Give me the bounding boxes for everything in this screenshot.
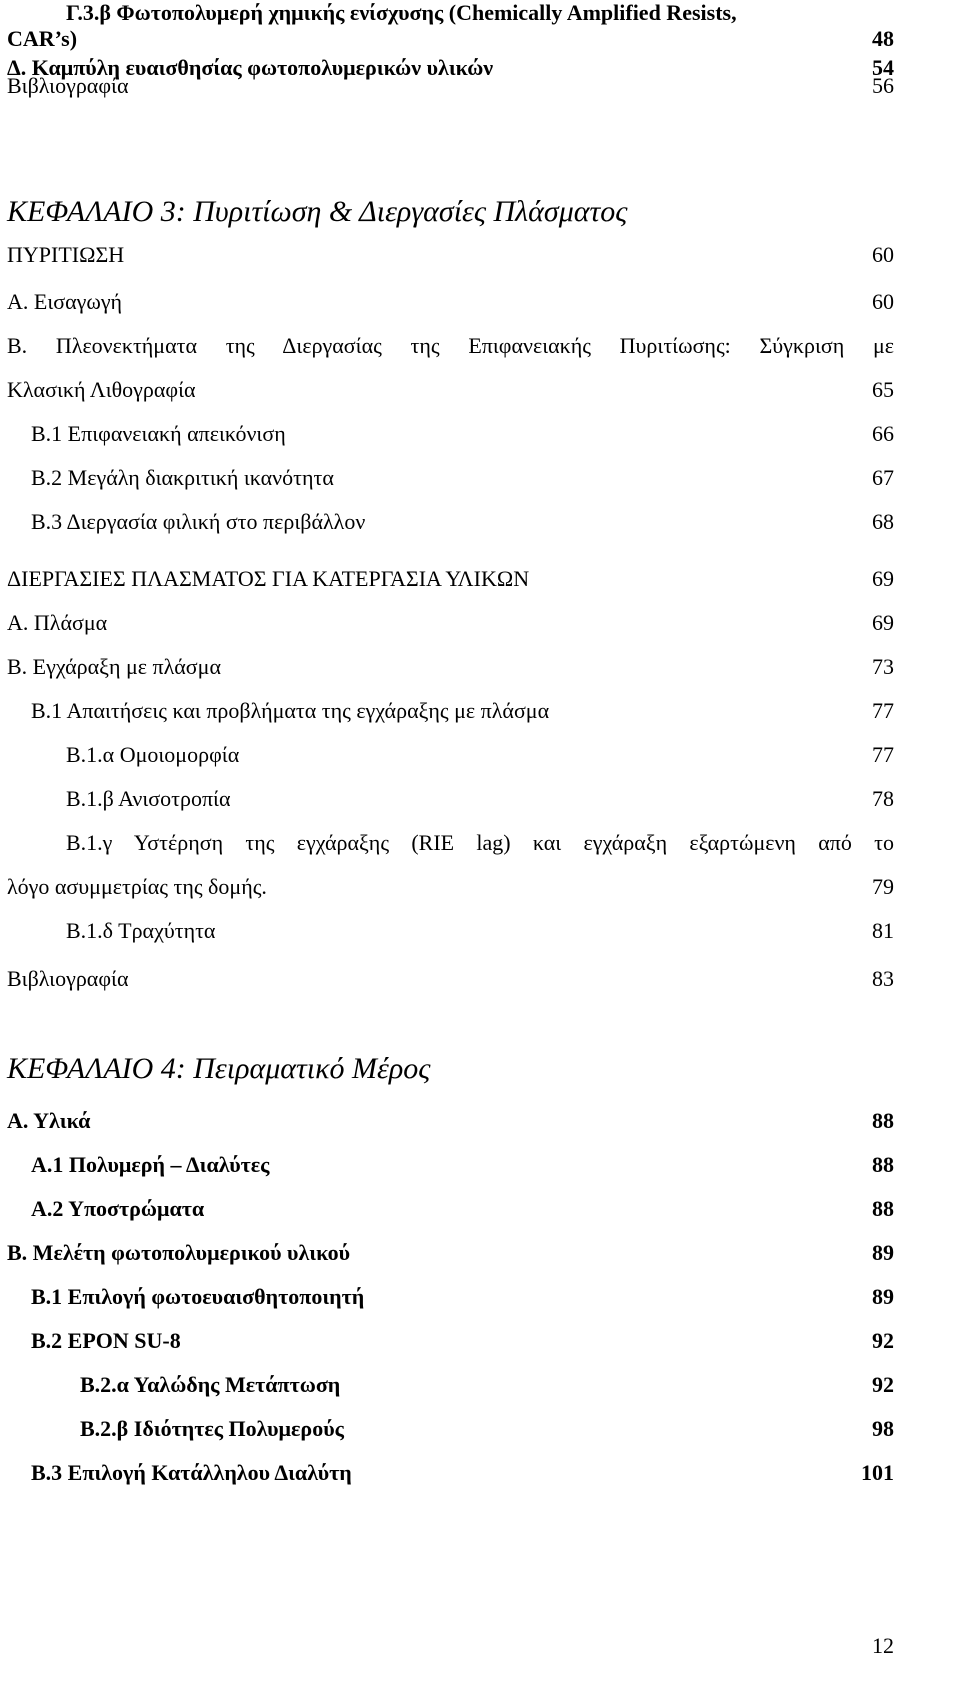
toc-entry-title: Κλασική Λιθογραφία bbox=[7, 377, 196, 402]
toc-page-number: 78 bbox=[872, 786, 894, 811]
toc-entry-title: Α.1 Πολυμερή – Διαλύτες bbox=[31, 1152, 270, 1177]
toc-page-number: 77 bbox=[872, 698, 894, 723]
toc-entry-title: Β.3 Επιλογή Κατάλληλου Διαλύτη bbox=[31, 1460, 352, 1485]
toc-entry-title: Δ. Καμπύλη ευαισθησίας φωτοπολυμερικών υλικών bbox=[7, 55, 494, 80]
toc-entry-title: Β.2.α Υαλώδης Μετάπτωση bbox=[80, 1372, 341, 1397]
toc-entry-title: Βιβλιογραφία bbox=[7, 966, 129, 991]
toc-entry-title: Γ.3.β Φωτοπολυμερή χημικής ενίσχυσης (Chemically Amplified Resists, bbox=[66, 0, 737, 25]
toc-page-number: 88 bbox=[872, 1152, 894, 1177]
toc-entry-advantages-line1: Β. Πλεονεκτήματα της Διεργασίας της Επιφανειακής Πυριτίωσης: Σύγκριση με bbox=[7, 333, 894, 358]
toc-page-number: 88 bbox=[872, 1196, 894, 1221]
toc-page-number: 77 bbox=[872, 742, 894, 767]
toc-page-number: 60 bbox=[872, 289, 894, 314]
toc-page-number: 66 bbox=[872, 421, 894, 446]
toc-page-number: 89 bbox=[872, 1284, 894, 1309]
toc-page-number: 83 bbox=[872, 966, 894, 991]
toc-entry-rie-lag-line1: Β.1.γ Υστέρηση της εγχάραξης (RIE lag) και εγχάραξη εξαρτώμενη από το bbox=[66, 830, 894, 855]
toc-entry-title: λόγο ασυμμετρίας της δομής. bbox=[7, 874, 267, 899]
toc-entry-title: Β.2.β Ιδιότητες Πολυμερούς bbox=[80, 1416, 344, 1441]
toc-entry-title: Β. Εγχάραξη με πλάσμα bbox=[7, 654, 221, 679]
toc-entry-title: Β.1.α Ομοιομορφία bbox=[66, 742, 240, 767]
toc-entry-title: Β.1.β Ανισοτροπία bbox=[66, 786, 231, 811]
toc-entry-title: Β.1.δ Τραχύτητα bbox=[66, 918, 216, 943]
toc-page-number: 92 bbox=[872, 1328, 894, 1353]
toc-entry-title: Β.3 Διεργασία φιλική στο περιβάλλον bbox=[31, 509, 366, 534]
toc-entry-title: ΠΥΡΙΤΙΩΣΗ bbox=[7, 242, 125, 267]
toc-page-number: 54 bbox=[872, 55, 894, 80]
toc-page-number: 48 bbox=[872, 26, 894, 51]
toc-page-number: 92 bbox=[872, 1372, 894, 1397]
toc-entry-title: Β.1 Απαιτήσεις και προβλήματα της εγχάραξης με πλάσμα bbox=[31, 698, 550, 723]
chapter-4-heading: ΚΕΦΑΛΑΙΟ 4: Πειραματικό Μέρος bbox=[7, 1052, 431, 1085]
toc-page-number: 73 bbox=[872, 654, 894, 679]
toc-page-number: 65 bbox=[872, 377, 894, 402]
toc-page-number: 79 bbox=[872, 874, 894, 899]
toc-page-number: 56 bbox=[872, 73, 894, 98]
toc-entry-title: Α.2 Υποστρώματα bbox=[31, 1196, 205, 1221]
toc-entry-title: Α. Υλικά bbox=[7, 1108, 91, 1133]
page-number: 12 bbox=[872, 1633, 894, 1658]
toc-page-number: 81 bbox=[872, 918, 894, 943]
toc-entry-title: Β.1 Επιλογή φωτοευαισθητοποιητή bbox=[31, 1284, 365, 1309]
toc-entry-title: ΔΙΕΡΓΑΣΙΕΣ ΠΛΑΣΜΑΤΟΣ ΓΙΑ ΚΑΤΕΡΓΑΣΙΑ ΥΛΙΚΩΝ bbox=[7, 566, 530, 591]
toc-entry-title: Β.1 Επιφανειακή απεικόνιση bbox=[31, 421, 286, 446]
toc-entry-title: Βιβλιογραφία bbox=[7, 73, 129, 98]
toc-page-number: 98 bbox=[872, 1416, 894, 1441]
toc-entry-title: CAR’s) bbox=[7, 26, 78, 51]
toc-page-number: 101 bbox=[861, 1460, 894, 1485]
toc-entry-title: Β. Μελέτη φωτοπολυμερικού υλικού bbox=[7, 1240, 351, 1265]
chapter-3-heading: ΚΕΦΑΛΑΙΟ 3: Πυριτίωση & Διεργασίες Πλάσματος bbox=[7, 195, 628, 228]
toc-page-number: 69 bbox=[872, 610, 894, 635]
toc-entry-title: Α. Πλάσμα bbox=[7, 610, 108, 635]
toc-entry-title: Α. Εισαγωγή bbox=[7, 289, 123, 314]
toc-page-number: 89 bbox=[872, 1240, 894, 1265]
toc-page-number: 60 bbox=[872, 242, 894, 267]
toc-page-number: 68 bbox=[872, 509, 894, 534]
toc-entry-title: Β.2 EPON SU-8 bbox=[31, 1328, 181, 1353]
toc-page-number: 69 bbox=[872, 566, 894, 591]
toc-page-number: 88 bbox=[872, 1108, 894, 1133]
toc-page-number: 67 bbox=[872, 465, 894, 490]
toc-entry-title: Β.2 Μεγάλη διακριτική ικανότητα bbox=[31, 465, 334, 490]
